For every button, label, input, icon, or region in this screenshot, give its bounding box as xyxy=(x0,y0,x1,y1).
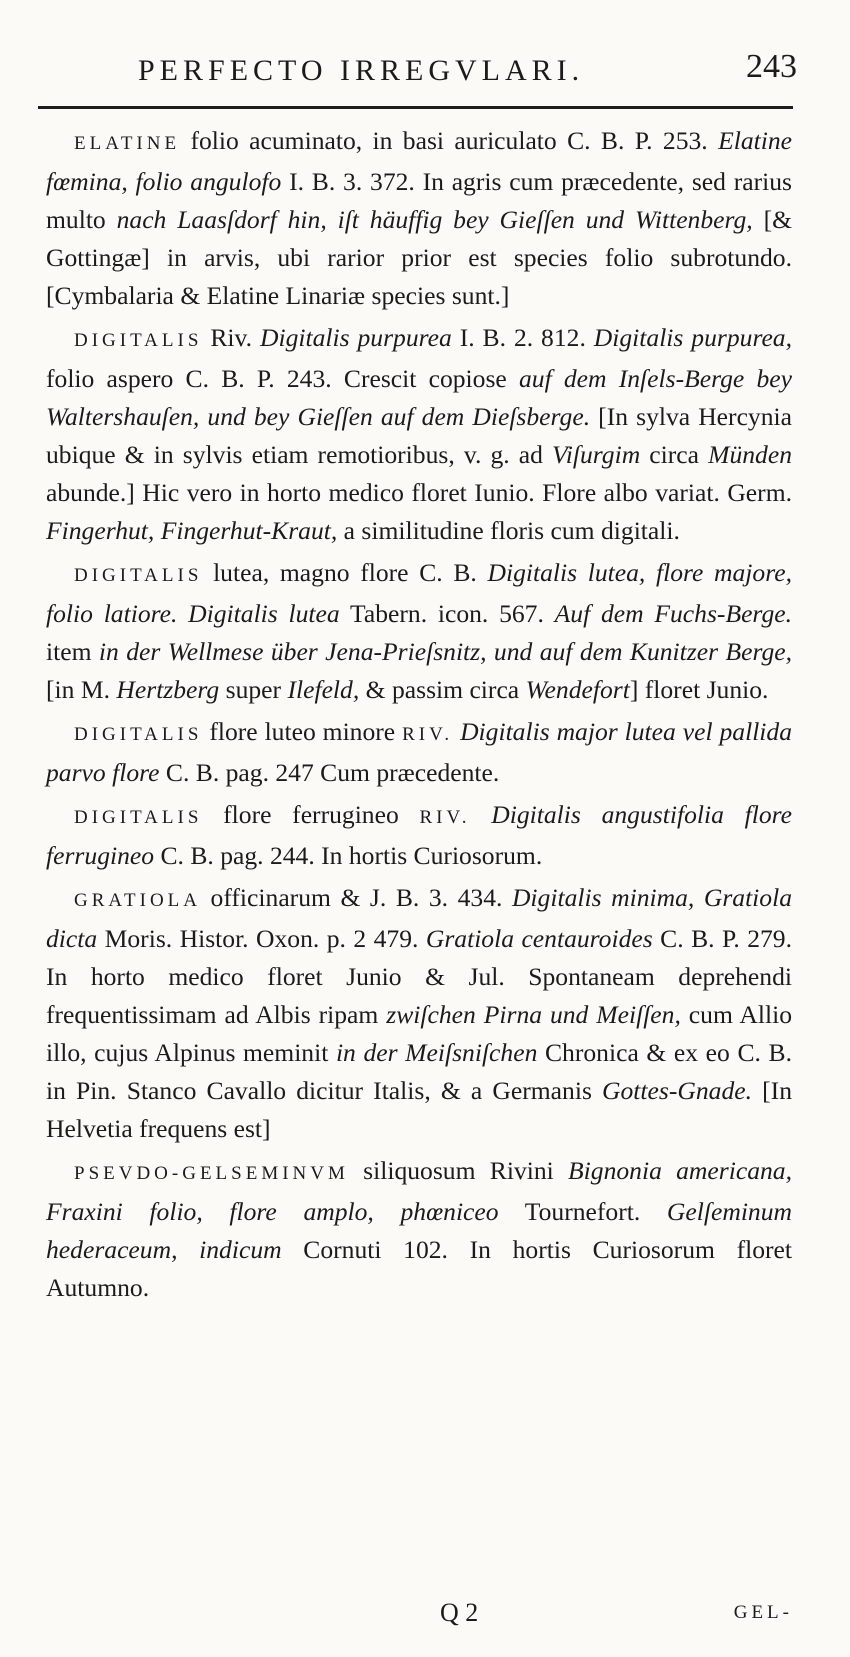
entry-text: ] floret Junio. xyxy=(629,675,769,704)
entry-text: siliquosum Rivini xyxy=(348,1156,569,1185)
entry-italic-text: in der Wellmese über Jena-Prieſsnitz, und auf dem Kunitzer Berge, xyxy=(98,637,793,666)
page-number: 243 xyxy=(746,48,797,85)
entry-italic-text: Viſurgim xyxy=(552,440,641,469)
entry-headword: PSEVDO-GELSEMINVM xyxy=(74,1163,349,1184)
entry-italic-text: Ilefeld, xyxy=(287,675,360,704)
entry-headword: GRATIOLA xyxy=(74,890,201,911)
entry-italic-text: Wendefort xyxy=(525,675,630,704)
entry-italic-text: Digitalis angustifolia flore ferrugineo xyxy=(46,800,792,870)
running-title: PERFECTO IRREGVLARI. xyxy=(138,54,585,87)
entry-paragraph xyxy=(46,796,792,875)
entry-text: Chronica & ex eo C. B. in Pin. Stanco Cavallo dicitur Italis, & a Germanis xyxy=(46,1038,792,1105)
entry-text: flore ferrugineo xyxy=(202,800,420,829)
entry-text: abunde.] Hic vero in horto medico floret Iunio. Flore albo variat. Germ. xyxy=(46,478,792,507)
entry-paragraph xyxy=(46,319,792,550)
entry-text: [In Helvetia frequens est] xyxy=(46,1076,792,1143)
entry-text: [& Gottingæ] in arvis, ubi rarior prior est species folio subrotundo. [Cymbalaria & Elatine Linariæ species sunt.] xyxy=(46,205,793,310)
entries-body xyxy=(46,122,792,1311)
entry-headword: ELATINE xyxy=(74,133,181,154)
entry-text: & passim circa xyxy=(359,675,526,704)
entry-italic-text: Münden xyxy=(708,440,792,469)
page-footer xyxy=(38,1598,815,1638)
entry-italic-text: Hertzberg xyxy=(116,675,220,704)
entry-italic-text: in der Meiſsniſchen xyxy=(335,1038,538,1067)
entry-text: super xyxy=(219,675,288,704)
entry-text: [in M. xyxy=(46,675,117,704)
entry-italic-text: auf dem Inſels-Berge bey Waltershauſen, und bey Gieſſen auf dem Dieſsberge. xyxy=(46,364,792,431)
entry-text: cum Allio illo, cujus Alpinus meminit xyxy=(46,1000,792,1067)
entry-text: Tabern. icon. 567. xyxy=(339,599,555,628)
entry-text: officinarum & J. B. 3. 434. xyxy=(201,883,512,912)
entry-text: C. B. pag. 247 Cum præcedente. xyxy=(159,758,500,787)
entry-italic-text: Gratiola centauroides xyxy=(425,924,653,953)
entry-text: lutea, magno flore C. B. xyxy=(202,558,488,587)
entry-text: I. B. 2. 812. xyxy=(451,323,594,352)
entry-paragraph xyxy=(46,879,792,1148)
entry-paragraph xyxy=(46,122,792,315)
entry-italic-text: zwiſchen Pirna und Meiſſen, xyxy=(386,1000,681,1029)
entry-text: flore luteo minore xyxy=(202,717,403,746)
entry-text: circa xyxy=(640,440,709,469)
entry-text: Cornuti 102. In hortis Curiosorum floret Autumno. xyxy=(46,1235,792,1302)
entry-text: a similitudine floris cum digitali. xyxy=(337,516,680,545)
entry-headword: RIV. xyxy=(402,724,454,745)
entry-italic-text: nach Laasſdorf hin, iſt häuffig bey Gieſſen und Wittenberg, xyxy=(116,205,753,234)
entry-paragraph xyxy=(46,713,792,792)
entry-italic-text: Elatine fœmina, folio angulofo xyxy=(46,126,792,196)
entry-italic-text: Gelſeminum hederaceum, indicum xyxy=(46,1197,793,1264)
entry-text: I. B. 3. 372. In agris cum præcedente, sed rarius multo xyxy=(46,167,792,234)
entry-italic-text: Auf dem Fuchs-Berge. xyxy=(554,599,793,628)
signature-mark: Q 2 xyxy=(440,1598,479,1627)
entry-headword: DIGITALIS xyxy=(74,807,203,828)
header-rule xyxy=(38,106,793,109)
entry-text: Tournefort. xyxy=(498,1197,667,1226)
entry-text: item xyxy=(46,637,99,666)
entry-italic-text: Bignonia americana, Fraxini folio, flore amplo, phœniceo xyxy=(46,1156,792,1226)
entry-text: folio aspero C. B. P. 243. Crescit copiose xyxy=(46,364,519,393)
entry-text: Riv. xyxy=(202,323,260,352)
entry-text: C. B. pag. 244. In hortis Curiosorum. xyxy=(154,841,543,870)
entry-italic-text: Digitalis lutea, flore majore, folio latiore. Digitalis lutea xyxy=(46,558,792,628)
page-header xyxy=(38,48,815,108)
entry-italic-text: Digitalis purpurea xyxy=(259,323,452,352)
entry-text xyxy=(471,800,492,829)
entry-italic-text: Digitalis minima, Gratiola dicta xyxy=(46,883,792,953)
entry-headword: RIV. xyxy=(419,807,471,828)
entry-headword: DIGITALIS xyxy=(74,565,203,586)
entry-headword: DIGITALIS xyxy=(74,330,203,351)
book-page xyxy=(38,0,815,1657)
entry-text: folio acuminato, in basi auriculato C. B. P. 253. xyxy=(180,126,719,155)
entry-italic-text: Fingerhut, Fingerhut-Kraut, xyxy=(46,516,338,545)
entry-text: [In sylva Hercynia ubique & in sylvis etiam remotioribus, v. g. ad xyxy=(46,402,792,469)
entry-paragraph xyxy=(46,554,792,709)
entry-paragraph xyxy=(46,1152,792,1307)
entry-text: Moris. Histor. Oxon. p. 2 479. xyxy=(97,924,426,953)
entry-italic-text: Gottes-Gnade. xyxy=(602,1076,753,1105)
catchword: GEL- xyxy=(733,1602,793,1623)
entry-headword: DIGITALIS xyxy=(74,724,203,745)
entry-italic-text: Digitalis major lutea vel pallida parvo flore xyxy=(46,717,793,787)
entry-italic-text: Digitalis purpurea, xyxy=(593,323,793,352)
entry-text: C. B. P. 279. In horto medico floret Junio & Jul. Spontaneam deprehendi frequentissimam ad Albis ripam xyxy=(46,924,793,1029)
